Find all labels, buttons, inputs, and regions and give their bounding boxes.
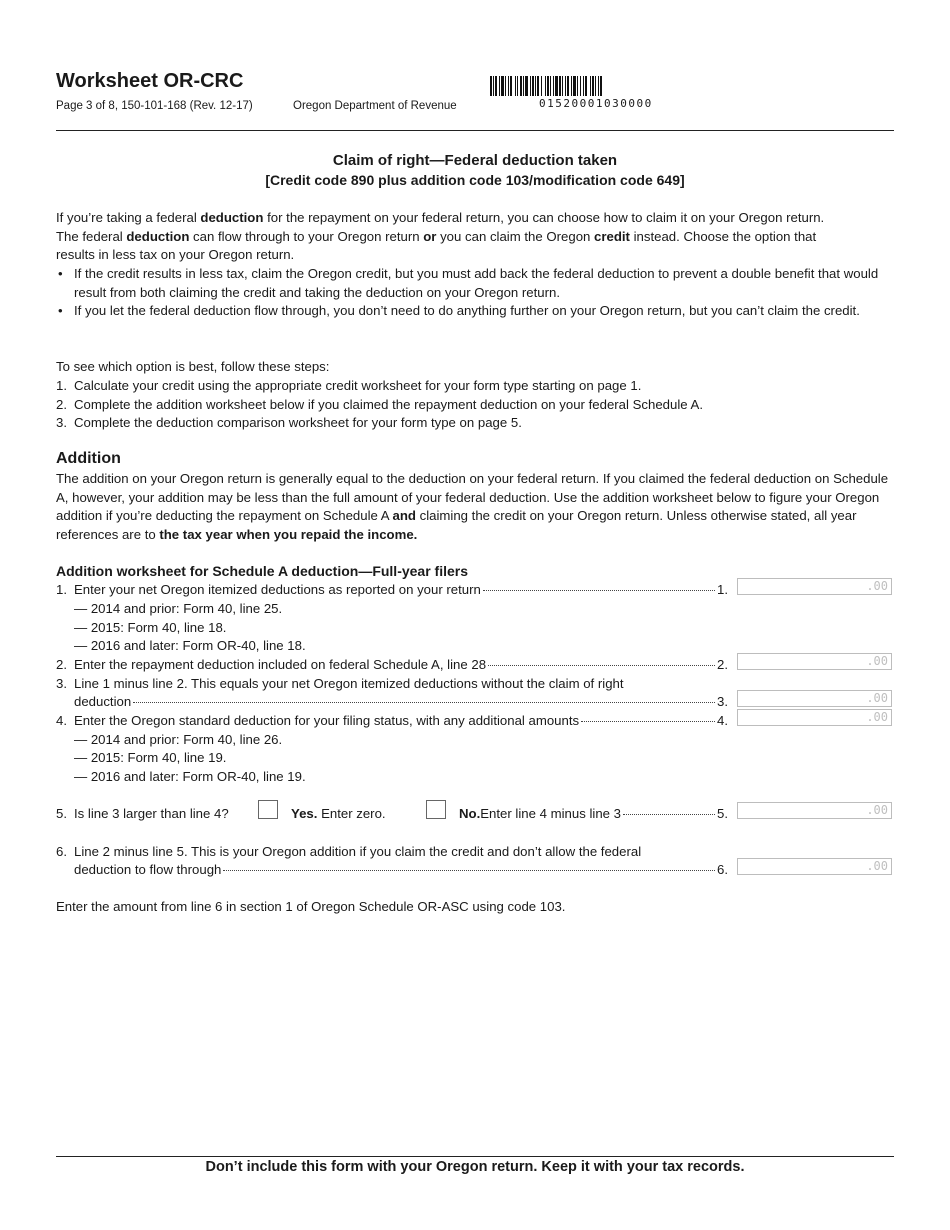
line-5-amount-field[interactable]: .00	[737, 802, 892, 819]
barcode-bar	[592, 76, 594, 96]
barcode-bar	[530, 76, 531, 96]
barcode-bar	[545, 76, 546, 96]
page-info: Page 3 of 8, 150-101-168 (Rev. 12-17)	[56, 100, 253, 112]
line-5-question: 5. Is line 3 larger than line 4?	[56, 806, 229, 821]
bullet-item: • If you let the federal deduction flow through, you don’t need to do anything further on your Oregon return, but you can’t claim the credit.	[56, 302, 896, 321]
line-1-amount-field[interactable]: .00	[737, 578, 892, 595]
barcode-bar	[583, 76, 584, 96]
barcode-bar	[598, 76, 599, 96]
barcode-bar	[495, 76, 497, 96]
barcode-bar	[490, 76, 492, 96]
barcode-bar	[565, 76, 566, 96]
barcode-bar	[571, 76, 572, 96]
barcode-bar	[520, 76, 522, 96]
line-5-yes-checkbox[interactable]	[258, 800, 278, 819]
barcode-number: 01520001030000	[539, 97, 653, 110]
barcode-bar	[573, 76, 576, 96]
barcode-bar	[508, 76, 509, 96]
barcode-bar	[525, 76, 528, 96]
barcode-bar	[499, 76, 500, 96]
addition-heading: Addition	[56, 450, 121, 467]
footer-notice: Don’t include this form with your Oregon return. Keep it with your tax records.	[205, 1159, 745, 1175]
barcode-bar	[553, 76, 554, 96]
barcode-bar	[580, 76, 581, 96]
barcode-bar	[595, 76, 596, 96]
line-4-note: — 2016 and later: Form OR-40, line 19.	[74, 769, 306, 784]
barcode-bar	[505, 76, 506, 96]
barcode-bar	[535, 76, 536, 96]
line-6: deduction to flow through 6.	[74, 862, 728, 877]
barcode-bar	[523, 76, 524, 96]
barcode-bar	[517, 76, 518, 96]
step-item: 2. Complete the addition worksheet below if you claimed the repayment deduction on your federal Schedule A.	[56, 396, 703, 412]
line-4: 4. Enter the Oregon standard deduction for your filing status, with any additional amounts 4.	[56, 713, 728, 728]
barcode-bar	[541, 76, 542, 96]
line-1-note: — 2014 and prior: Form 40, line 25.	[74, 601, 283, 616]
department-name: Oregon Department of Revenue	[293, 100, 457, 112]
line-2-amount-field[interactable]: .00	[737, 653, 892, 670]
barcode-bar	[600, 76, 602, 96]
closing-instruction: Enter the amount from line 6 in section 1 of Oregon Schedule OR-ASC using code 103.	[56, 899, 566, 914]
line-3-amount-field[interactable]: .00	[737, 690, 892, 707]
addition-paragraph: The addition on your Oregon return is generally equal to the deduction on your federal return. If you claimed the federal deduction on Schedule A, however, your addition may be less than the full amount of your federal deduction. Use the addition worksheet below to figure your Oregon addition if you’re deducting the repayment on Schedule A and claiming the credit on your Oregon return. Unless otherwise stated, all year references are to the tax year when you repaid the income.	[56, 471, 889, 543]
barcode-bar	[555, 76, 558, 96]
barcode-bar	[585, 76, 587, 96]
barcode-bar	[590, 76, 591, 96]
steps-list	[56, 377, 896, 433]
barcode-bar	[532, 76, 534, 96]
line-1-note: — 2016 and later: Form OR-40, line 18.	[74, 638, 306, 653]
line-1-note: — 2015: Form 40, line 18.	[74, 620, 227, 635]
line-4-note: — 2015: Form 40, line 19.	[74, 750, 227, 765]
barcode-bar	[550, 76, 551, 96]
line-4-amount-field[interactable]: .00	[737, 709, 892, 726]
line-3-text: 3. Line 1 minus line 2. This equals your net Oregon itemized deductions without the claim of right	[56, 676, 624, 691]
line-3: deduction 3.	[74, 694, 728, 709]
steps-intro: To see which option is best, follow these steps:	[56, 359, 330, 374]
step-item: 1. Calculate your credit using the appropriate credit worksheet for your form type starting on page 1.	[56, 378, 642, 393]
line-5-yes-label: Yes. Enter zero.	[291, 806, 386, 821]
line-1: 1. Enter your net Oregon itemized deductions as reported on your return 1.	[56, 582, 728, 597]
step-item: 3. Complete the deduction comparison worksheet for your form type on page 5.	[56, 415, 522, 431]
line-6-amount-field[interactable]: .00	[737, 858, 892, 875]
worksheet-heading: Addition worksheet for Schedule A deduction—Full-year filers	[56, 563, 469, 579]
barcode-bar	[510, 76, 512, 96]
intro-paragraph: If you’re taking a federal deduction for the repayment on your federal return, you can choose how to claim it on your Oregon return. The federal deduction can flow through to your Oregon return or you can claim the Oregon credit instead. Choose the option that results in less tax on your Oregon return.	[56, 210, 825, 263]
barcode-bar	[577, 76, 578, 96]
barcode-bar	[547, 76, 549, 96]
form-title: Worksheet OR-CRC	[56, 70, 244, 92]
barcode-bar	[559, 76, 561, 96]
line-2: 2. Enter the repayment deduction included on federal Schedule A, line 28 2.	[56, 657, 728, 672]
worksheet-subtitle: [Credit code 890 plus addition code 103/modification code 649]	[265, 172, 685, 188]
barcode-bar	[493, 76, 494, 96]
header-divider	[56, 130, 894, 131]
footer-divider	[56, 1156, 894, 1157]
line-5-no-checkbox[interactable]	[426, 800, 446, 819]
worksheet-title: Claim of right—Federal deduction taken	[332, 152, 618, 169]
barcode-bar	[515, 76, 516, 96]
option-bullets	[56, 265, 896, 321]
line-6-text: 6. Line 2 minus line 5. This is your Oregon addition if you claim the credit and don’t allow the federal	[56, 844, 642, 859]
barcode-bar	[567, 76, 569, 96]
line-4-note: — 2014 and prior: Form 40, line 26.	[74, 732, 283, 747]
barcode-bar	[537, 76, 539, 96]
barcode	[490, 76, 704, 96]
line-5-no-label: No. Enter line 4 minus line 3 5.	[459, 806, 728, 821]
barcode-bar	[562, 76, 563, 96]
bullet-item: • If the credit results in less tax, claim the Oregon credit, but you must add back the federal deduction to prevent a double benefit that would result from both claiming the credit and taking the deduction on your Oregon return.	[56, 265, 896, 302]
barcode-bar	[501, 76, 504, 96]
